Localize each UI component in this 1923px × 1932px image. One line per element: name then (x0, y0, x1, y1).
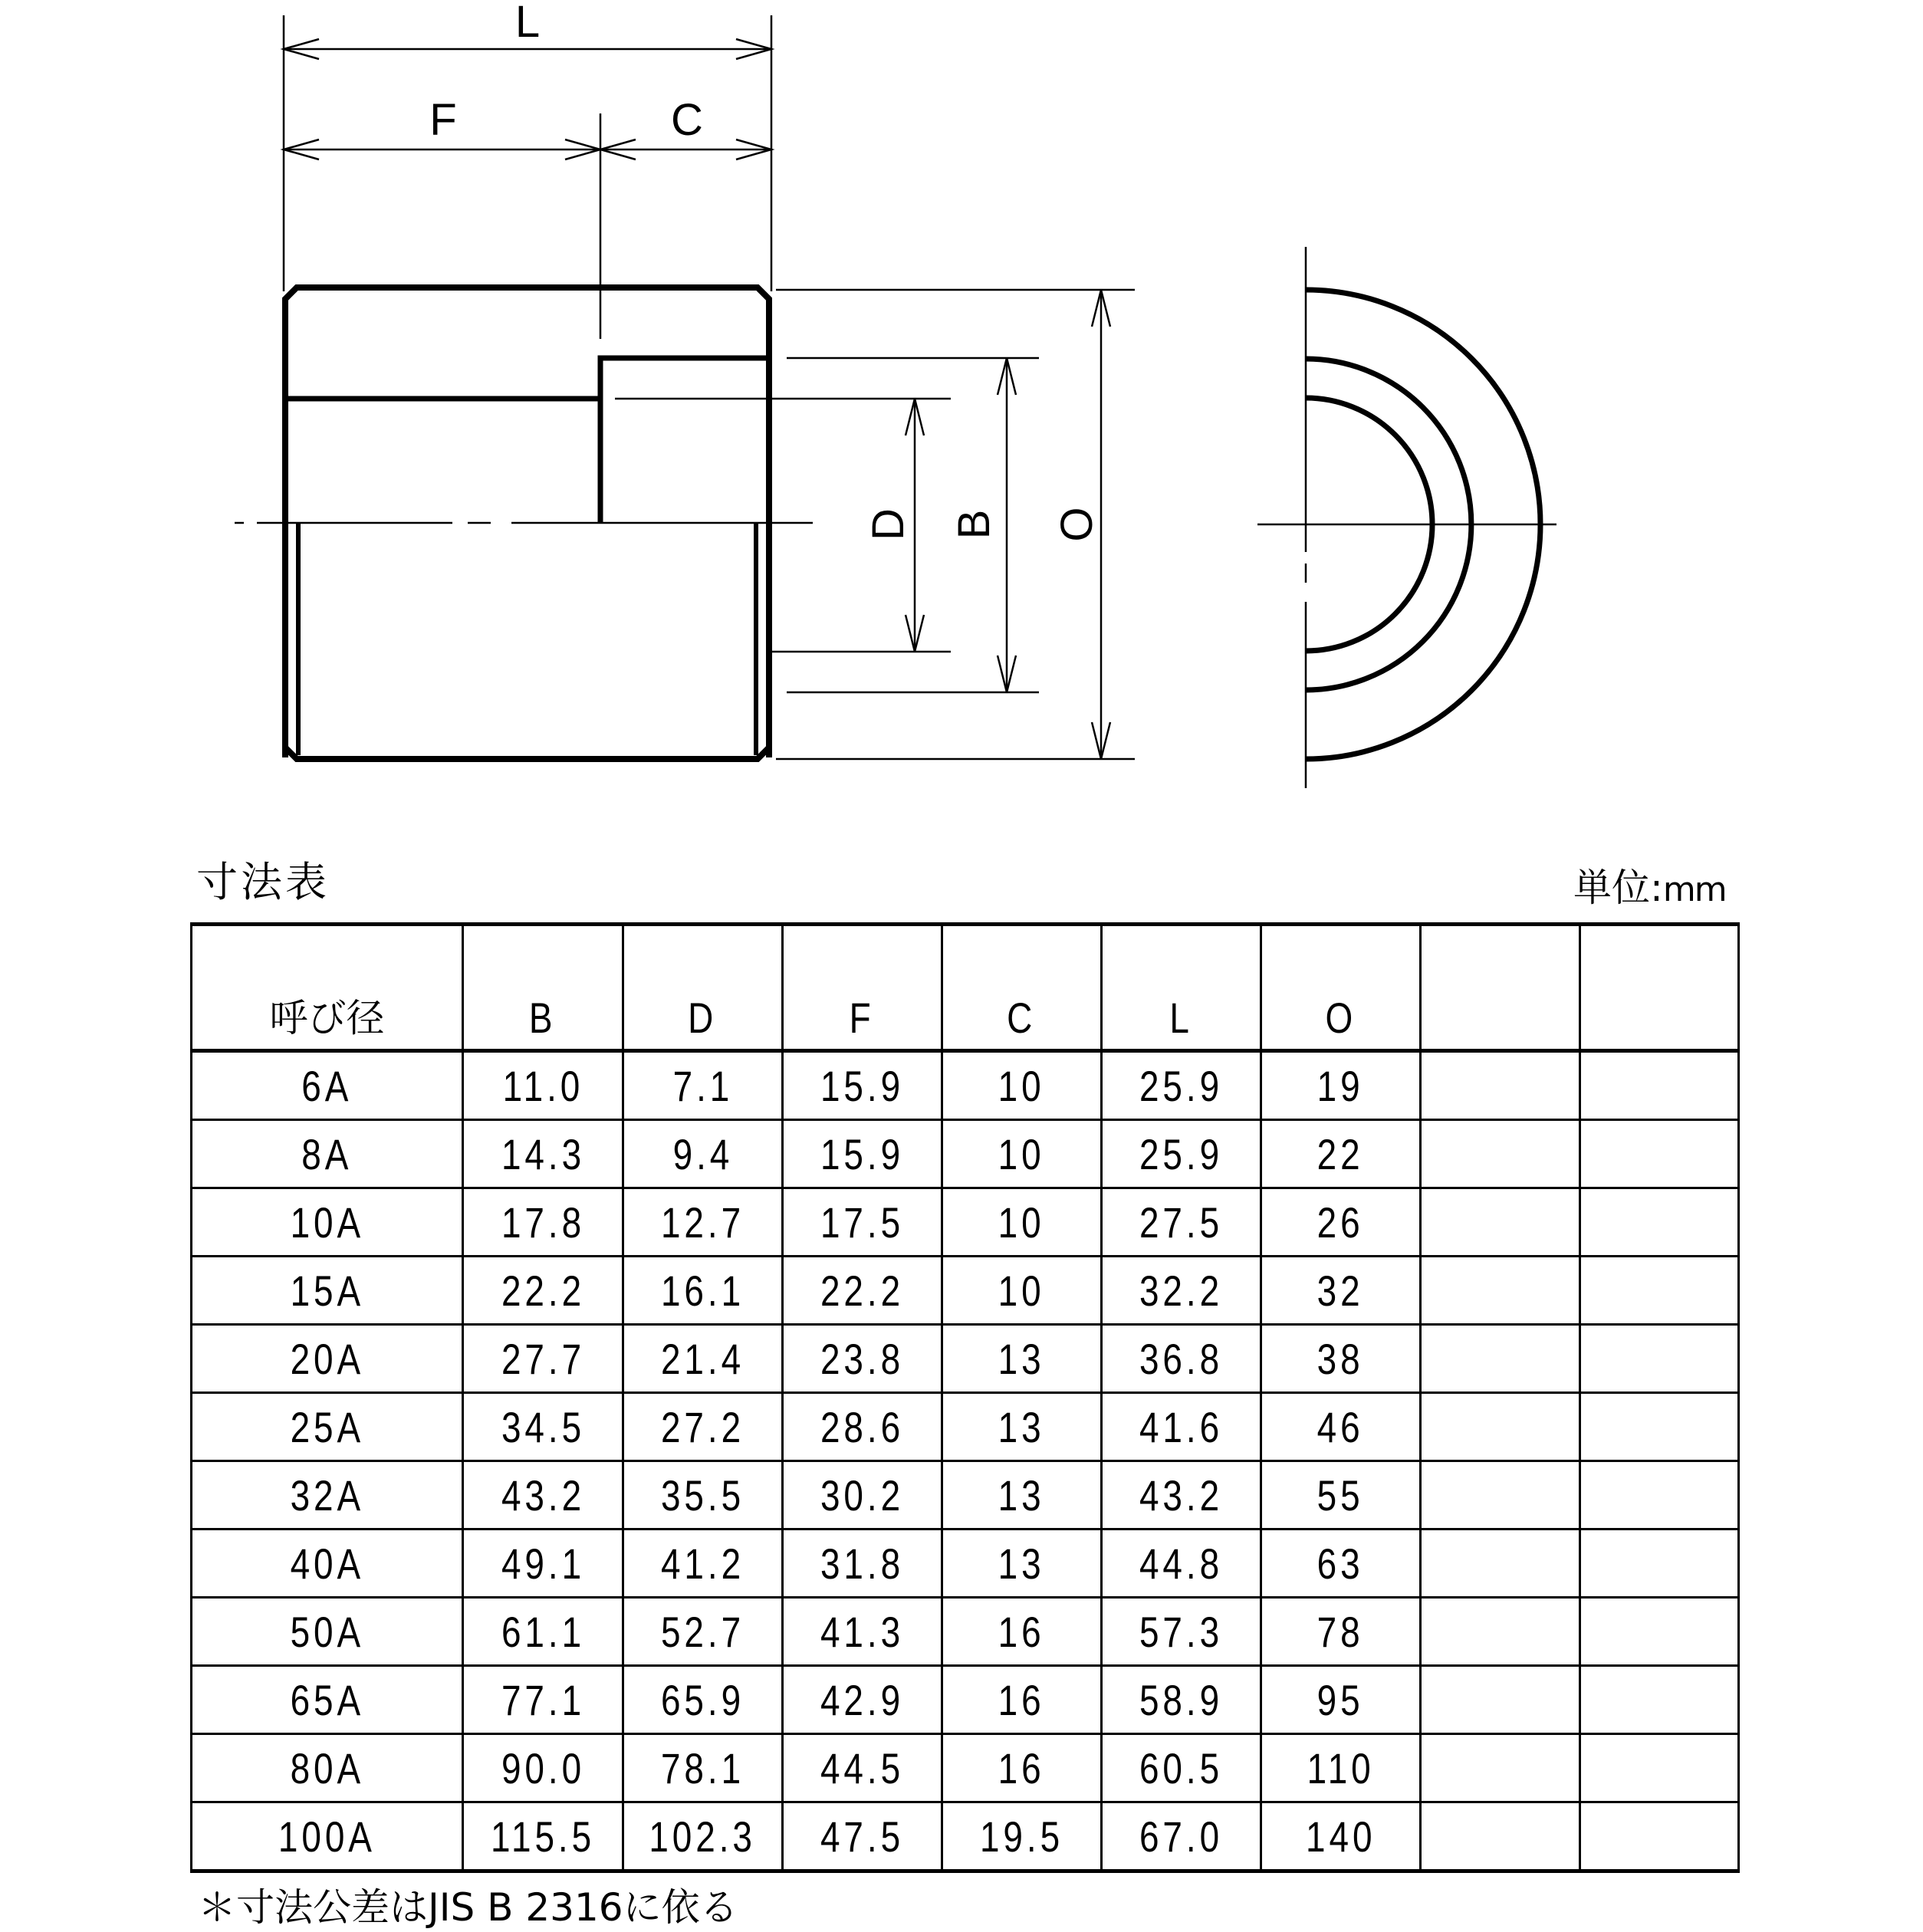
col-header-B: B (463, 925, 623, 1051)
cell-nominal-size: 10A (192, 1188, 463, 1257)
cell-B: 14.3 (463, 1120, 623, 1188)
cell-blank-2 (1580, 1120, 1739, 1188)
dim-label-D: D (863, 508, 913, 540)
cell-L: 25.9 (1102, 1051, 1261, 1120)
cell-D: 21.4 (623, 1325, 783, 1393)
col-header-L: L (1102, 925, 1261, 1051)
cell-F: 23.8 (783, 1325, 942, 1393)
col-header-blank-1 (1421, 925, 1580, 1051)
cell-B: 77.1 (463, 1666, 623, 1734)
cell-L: 57.3 (1102, 1598, 1261, 1666)
cell-L: 36.8 (1102, 1325, 1261, 1393)
table-header-row (192, 925, 1739, 1051)
unit-label (1573, 857, 1726, 912)
table-row (192, 1598, 1739, 1666)
cell-C: 13 (942, 1530, 1102, 1598)
cell-blank-2 (1580, 1325, 1739, 1393)
table-row (192, 1188, 1739, 1257)
cell-nominal-size: 50A (192, 1598, 463, 1666)
cell-B: 34.5 (463, 1393, 623, 1461)
col-header-C: C (942, 925, 1102, 1051)
cell-D: 9.4 (623, 1120, 783, 1188)
tolerance-note: ＊寸法公差はJIS B 2316に依る (198, 1885, 738, 1930)
cell-B: 49.1 (463, 1530, 623, 1598)
end-view (1257, 247, 1556, 788)
cell-F: 44.5 (783, 1734, 942, 1802)
cell-blank-1 (1421, 1734, 1580, 1802)
cell-D: 16.1 (623, 1257, 783, 1325)
cell-blank-1 (1421, 1530, 1580, 1598)
cell-B: 90.0 (463, 1734, 623, 1802)
cell-L: 43.2 (1102, 1461, 1261, 1530)
cell-C: 10 (942, 1257, 1102, 1325)
cell-O: 22 (1261, 1120, 1421, 1188)
cell-C: 16 (942, 1598, 1102, 1666)
table-row (192, 1461, 1739, 1530)
table-body (192, 1051, 1739, 1871)
cell-C: 19.5 (942, 1802, 1102, 1871)
cell-blank-1 (1421, 1325, 1580, 1393)
cell-blank-1 (1421, 1666, 1580, 1734)
dimension-table (190, 922, 1740, 1873)
cell-B: 17.8 (463, 1188, 623, 1257)
dim-label-C: C (671, 95, 703, 145)
cell-blank-2 (1580, 1802, 1739, 1871)
table-row (192, 1393, 1739, 1461)
cell-B: 43.2 (463, 1461, 623, 1530)
cell-L: 41.6 (1102, 1393, 1261, 1461)
cell-L: 25.9 (1102, 1120, 1261, 1188)
cell-C: 13 (942, 1393, 1102, 1461)
dim-label-F: F (429, 95, 457, 145)
cell-nominal-size: 32A (192, 1461, 463, 1530)
cell-blank-2 (1580, 1257, 1739, 1325)
dim-label-O: O (1052, 507, 1102, 542)
unit-label-text: 単位: (1573, 866, 1663, 910)
cell-F: 41.3 (783, 1598, 942, 1666)
cell-blank-2 (1580, 1188, 1739, 1257)
cell-D: 78.1 (623, 1734, 783, 1802)
cell-D: 12.7 (623, 1188, 783, 1257)
cell-F: 30.2 (783, 1461, 942, 1530)
cell-C: 13 (942, 1461, 1102, 1530)
cell-O: 19 (1261, 1051, 1421, 1120)
cell-L: 32.2 (1102, 1257, 1261, 1325)
cell-O: 46 (1261, 1393, 1421, 1461)
cell-O: 38 (1261, 1325, 1421, 1393)
cell-D: 7.1 (623, 1051, 783, 1120)
cell-B: 11.0 (463, 1051, 623, 1120)
cell-O: 110 (1261, 1734, 1421, 1802)
cell-C: 10 (942, 1051, 1102, 1120)
col-header-D: D (623, 925, 783, 1051)
col-header-F: F (783, 925, 942, 1051)
cell-O: 55 (1261, 1461, 1421, 1530)
dim-label-L: L (514, 0, 541, 47)
cell-nominal-size: 80A (192, 1734, 463, 1802)
cell-B: 61.1 (463, 1598, 623, 1666)
cell-blank-1 (1421, 1051, 1580, 1120)
cell-B: 115.5 (463, 1802, 623, 1871)
cell-blank-2 (1580, 1461, 1739, 1530)
cell-O: 63 (1261, 1530, 1421, 1598)
col-header-blank-2 (1580, 925, 1739, 1051)
cell-D: 102.3 (623, 1802, 783, 1871)
cell-F: 28.6 (783, 1393, 942, 1461)
table-title: 寸法表 (196, 858, 330, 906)
table-row (192, 1530, 1739, 1598)
cell-O: 26 (1261, 1188, 1421, 1257)
cell-nominal-size: 6A (192, 1051, 463, 1120)
cell-nominal-size: 25A (192, 1393, 463, 1461)
cell-D: 35.5 (623, 1461, 783, 1530)
cell-D: 41.2 (623, 1530, 783, 1598)
cell-L: 27.5 (1102, 1188, 1261, 1257)
table-row (192, 1325, 1739, 1393)
unit-value: mm (1662, 870, 1726, 909)
cell-L: 60.5 (1102, 1734, 1261, 1802)
cell-O: 140 (1261, 1802, 1421, 1871)
cell-B: 22.2 (463, 1257, 623, 1325)
cell-blank-2 (1580, 1393, 1739, 1461)
cell-D: 52.7 (623, 1598, 783, 1666)
cell-F: 31.8 (783, 1530, 942, 1598)
cell-nominal-size: 20A (192, 1325, 463, 1393)
cell-blank-2 (1580, 1051, 1739, 1120)
cell-F: 22.2 (783, 1257, 942, 1325)
cell-blank-2 (1580, 1530, 1739, 1598)
cell-C: 10 (942, 1120, 1102, 1188)
cell-blank-1 (1421, 1120, 1580, 1188)
cell-O: 78 (1261, 1598, 1421, 1666)
cell-L: 58.9 (1102, 1666, 1261, 1734)
table-row (192, 1802, 1739, 1871)
cell-C: 16 (942, 1734, 1102, 1802)
table-row (192, 1120, 1739, 1188)
cell-O: 32 (1261, 1257, 1421, 1325)
cell-nominal-size: 15A (192, 1257, 463, 1325)
cell-F: 42.9 (783, 1666, 942, 1734)
table-row (192, 1257, 1739, 1325)
cell-blank-1 (1421, 1188, 1580, 1257)
cell-C: 10 (942, 1188, 1102, 1257)
fitting-drawing (0, 0, 1923, 843)
cell-B: 27.7 (463, 1325, 623, 1393)
cell-blank-1 (1421, 1461, 1580, 1530)
cell-F: 15.9 (783, 1051, 942, 1120)
cell-F: 47.5 (783, 1802, 942, 1871)
cell-D: 65.9 (623, 1666, 783, 1734)
col-header-O: O (1261, 925, 1421, 1051)
cell-blank-2 (1580, 1666, 1739, 1734)
cell-L: 44.8 (1102, 1530, 1261, 1598)
cell-L: 67.0 (1102, 1802, 1261, 1871)
cell-D: 27.2 (623, 1393, 783, 1461)
table-row (192, 1051, 1739, 1120)
cell-F: 17.5 (783, 1188, 942, 1257)
cell-blank-2 (1580, 1734, 1739, 1802)
cell-blank-1 (1421, 1257, 1580, 1325)
col-header-nominal-size: 呼び径 (192, 925, 463, 1051)
cell-blank-1 (1421, 1802, 1580, 1871)
dim-label-B: B (949, 509, 999, 540)
cell-nominal-size: 40A (192, 1530, 463, 1598)
cell-C: 13 (942, 1325, 1102, 1393)
cell-O: 95 (1261, 1666, 1421, 1734)
cell-nominal-size: 8A (192, 1120, 463, 1188)
cell-blank-1 (1421, 1393, 1580, 1461)
cell-blank-2 (1580, 1598, 1739, 1666)
cell-nominal-size: 100A (192, 1802, 463, 1871)
cell-F: 15.9 (783, 1120, 942, 1188)
table-row (192, 1666, 1739, 1734)
table-row (192, 1734, 1739, 1802)
cell-nominal-size: 65A (192, 1666, 463, 1734)
cell-blank-1 (1421, 1598, 1580, 1666)
cell-C: 16 (942, 1666, 1102, 1734)
